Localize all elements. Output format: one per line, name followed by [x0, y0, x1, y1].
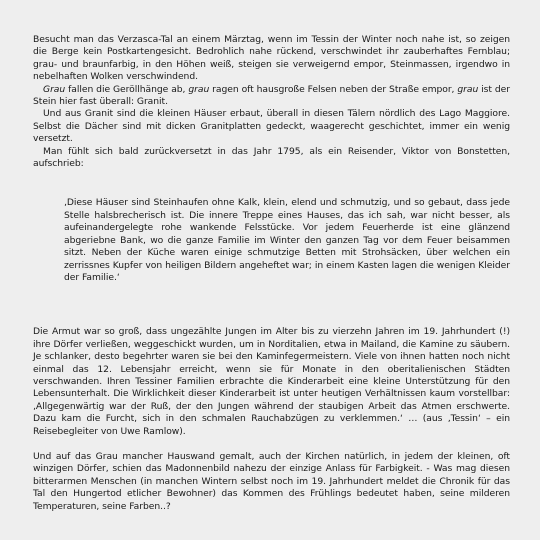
emphasis-grau-3: grau — [457, 83, 479, 95]
paragraph-grau — [33, 84, 510, 109]
emphasis-grau-1: Grau — [43, 83, 66, 95]
bonstetten-quote: ‚Diese Häuser sind Steinhaufen ohne Kalk, klein, elend und schmutzig, und so gebaut, dass jede Stelle halsbrecherisch ist. Die innere Treppe eines Hauses, das ich sah, war nicht besser, als aufeinandergelegte rohe wankende Felsstücke. Vor jedem Feuerherde ist eine glänzend abgeriebne Bank, wo die ganze Familie im Winter den ganzen Tag vor dem Feuer beisammen sitzt. Neben der Küche waren einige schmutzige Betten mit Strohsäcken, über welchen ein zerrissnes Kupfer von heiligen Bildern angeheftet war; in einem Kasten lagen die wenigen Kleider der Familie.‘ — [64, 197, 510, 283]
paragraph-grau-text-3: ist der Stein hier fast überall: Granit. — [33, 83, 510, 108]
paragraph-grau-text-1: fallen die Geröllhänge ab, — [65, 83, 189, 95]
paragraph-granit: Und aus Granit sind die kleinen Häuser erbaut, überall in diesen Tälern nördlich des Lago Maggiore. Selbst die Dächer sind mit dicken Granitplatten gedeckt, waagerecht geschichtet, immer ein wenig versetzt. — [33, 108, 510, 145]
paragraph-madonnenbild: Und auf das Grau mancher Hauswand gemalt, auch der Kirchen natürlich, in jedem der kleinen, oft winzigen Dörfer, schien das Madonnenbild nahezu der einzige Anlass für Farbigkeit. - Was mag diesen bitterarmen Menschen (in manchen Wintern selbst noch im 19. Jahrhundert meldet die Chronik für das Tal den Hungertod etlicher Bewohner) das Kommen des Frühlings bedeutet haben, seine milderen Temperaturen, seine Farben..? — [33, 450, 510, 512]
paragraph-bonstetten-intro: Man fühlt sich bald zurückversetzt in das Jahr 1795, als ein Reisender, Viktor von Bonstetten, aufschrieb: — [33, 145, 510, 170]
paragraph-grau-text-2: ragen oft hausgroße Felsen neben der Straße empor, — [209, 83, 458, 95]
paragraph-intro: Besucht man das Verzasca-Tal an einem Märztag, wenn im Tessin der Winter noch nahe ist, so zeigen die Berge kein Postkartengesicht. Bedrohlich nahe rückend, verschwindet ihr zauberhaftes Fernblau; grau- und braunfarbig, in den Höhen weiß, steigen sie verweigernd empor, Steinmassen, irgendwo in nebelhaften Wolken verschwindend. — [33, 34, 510, 83]
document-page — [33, 34, 510, 513]
paragraph-kinderarbeit: Die Armut war so groß, dass ungezählte Jungen im Alter bis zu vierzehn Jahren im 19. Jahrhundert (!) ihre Dörfer verließen, weggeschickt wurden, um in Norditalien, etwa in Mailand, die Kamine zu säubern. Je schlanker, desto begehrter waren sie bei den Kaminfegermeistern. Viele von ihnen hatten noch nicht einmal das 12. Lebensjahr erreicht, wenn sie für Monate in den oberitalienischen Städten verschwanden. Ihren Tessiner Familien erbrachte die Kinderarbeit eine kleine Unterstützung für den Lebensunterhalt. Die Wirklichkeit dieser Kinderarbeit ist unter heutigen Verhältnissen kaum vorstellbar: ‚Allgegenwärtig war der Ruß, der den Jungen während der staubigen Arbeit das Atmen erschwerte. Dazu kam die Furcht, sich in den schmalen Rauchabzügen zu verklemmen.‘ … (aus ‚Tessin‘ – ein Reisebegleiter von Uwe Ramlow). — [33, 326, 510, 437]
emphasis-grau-2: grau — [188, 83, 210, 95]
